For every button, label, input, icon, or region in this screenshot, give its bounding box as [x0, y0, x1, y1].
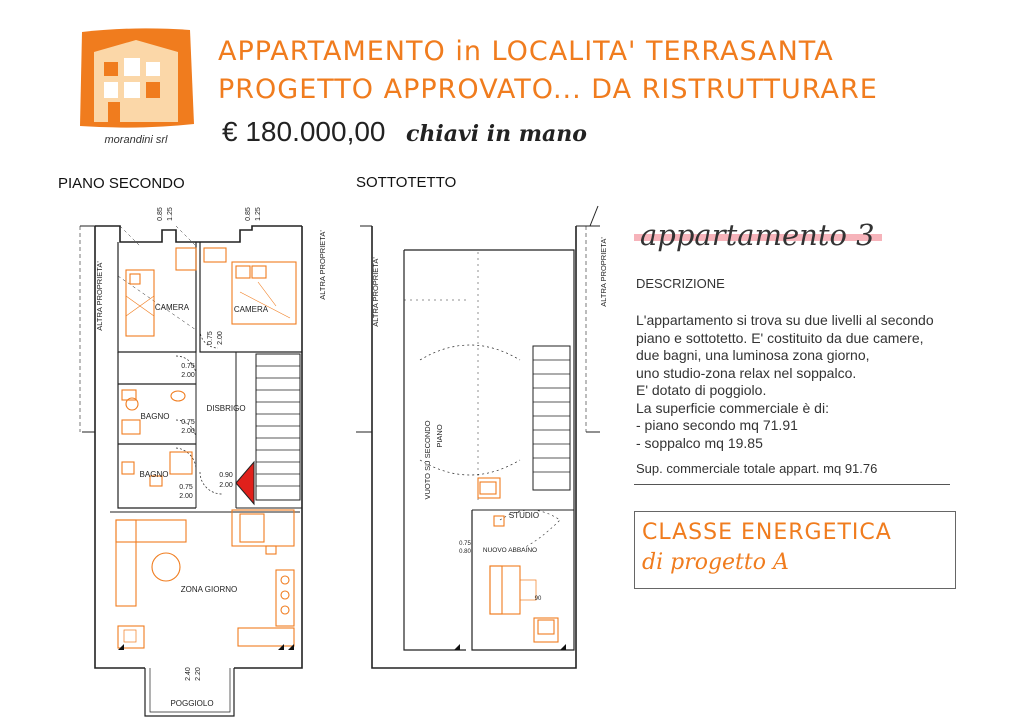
divider: [634, 484, 950, 485]
dim-125-b: 1.25: [255, 207, 262, 221]
total-surface: Sup. commerciale totale appart. mq 91.76: [636, 461, 878, 476]
description-line: L'appartamento si trova su due livelli al secondo: [636, 312, 934, 328]
dim-075-c: 0.75: [181, 419, 195, 426]
dim-085-a: 0.85: [157, 207, 164, 221]
morandini-logo: [74, 24, 200, 150]
label-altra-left-attic: ALTRA PROPRIETA': [371, 257, 380, 327]
dim-075-d: 0.75: [179, 484, 193, 491]
apartment-title: appartamento 3: [640, 218, 875, 252]
label-studio: STUDIO: [508, 511, 540, 520]
label-poggiolo: POGGIOLO: [170, 699, 214, 708]
label-bagno-1: BAGNO: [140, 412, 170, 421]
label-bagno-2: BAGNO: [139, 470, 169, 479]
dim-200-d: 2.00: [219, 482, 233, 489]
dim-240: 2.40: [185, 667, 192, 681]
label-altra-left-2nd: ALTRA PROPRIETA': [95, 261, 104, 331]
price-row: [222, 116, 587, 148]
floor-plans: [0, 190, 620, 724]
label-camera-2: CAMERA: [233, 305, 269, 314]
label-abbaino: NUOVO ABBAINO: [482, 547, 538, 554]
price-note: chiavi in mano: [405, 121, 587, 147]
dim-200-e: 2.00: [179, 493, 193, 500]
dim-085-b: 0.85: [245, 207, 252, 221]
dim-200-b: 2.00: [181, 372, 195, 379]
energy-class-value: di progetto A: [642, 550, 789, 575]
price: € 180.000,00: [222, 116, 386, 147]
description-line: - piano secondo mq 71.91: [636, 417, 798, 433]
description-line: uno studio-zona relax nel soppalco.: [636, 364, 857, 381]
energy-class-title: CLASSE ENERGETICA: [642, 520, 892, 545]
headline-line-2: PROGETTO APPROVATO... DA RISTRUTTURARE: [218, 74, 878, 105]
label-vuoto-1: VUOTO SU SECONDO: [423, 420, 432, 500]
dim-080-attic: 0.80: [459, 549, 471, 555]
label-altra-right-2nd: ALTRA PROPRIETA': [318, 230, 327, 300]
label-vuoto-2: PIANO: [435, 424, 444, 448]
headline-line-1: APPARTAMENTO in LOCALITA' TERRASANTA: [218, 36, 834, 67]
description-line: due bagni, una luminosa zona giorno,: [636, 347, 870, 363]
label-camera-1: CAMERA: [154, 303, 190, 312]
description-heading: DESCRIZIONE: [636, 276, 725, 291]
label-disbrigo: DISBRIGO: [206, 404, 246, 413]
dim-075-a: 0.75: [207, 331, 214, 345]
description-line: - soppalco mq 19.85: [636, 434, 763, 451]
dim-090: 0.90: [219, 472, 233, 479]
dim-075-b: 0.75: [181, 363, 195, 370]
dim-200-a: 2.00: [217, 331, 224, 345]
dim-220: 2.20: [195, 667, 202, 681]
label-dim-90: 90: [534, 596, 542, 602]
dim-200-c: 2.00: [181, 428, 195, 435]
plan-title-second-floor: PIANO SECONDO: [58, 175, 185, 192]
description: [636, 312, 996, 452]
description-line: piano e sottotetto. E' costituito da due camere,: [636, 329, 924, 346]
label-altra-right-attic: ALTRA PROPRIETA': [599, 237, 608, 307]
dim-125-a: 1.25: [167, 207, 174, 221]
description-line: E' dotato di poggiolo.: [636, 382, 767, 398]
label-zona-giorno: ZONA GIORNO: [180, 585, 238, 594]
logo-text: morandini srl: [104, 134, 168, 146]
plan-title-attic: SOTTOTETTO: [356, 174, 457, 191]
description-line: La superficie commerciale è di:: [636, 399, 829, 416]
dim-075-attic: 0.75: [459, 541, 471, 547]
